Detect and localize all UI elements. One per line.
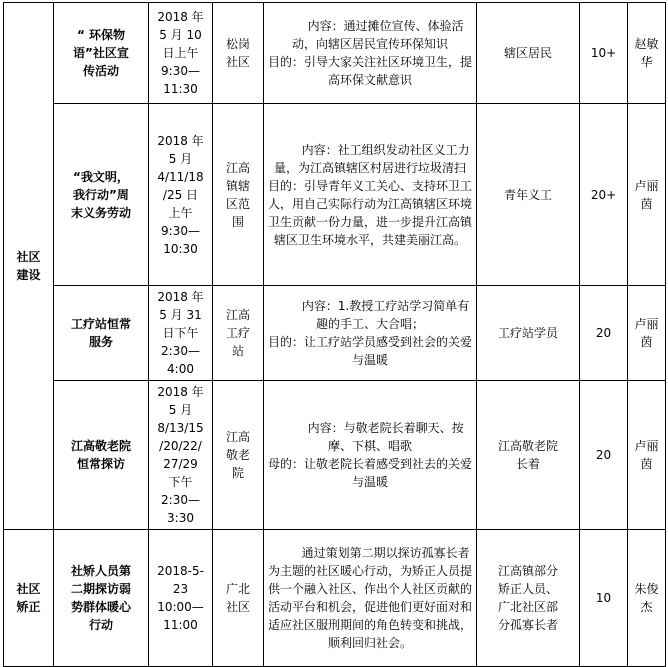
- activity-count: 10: [580, 530, 628, 667]
- activity-time: 2018 年 5 月 8/13/15 /20/22/ 27/29 下午 2:30— 3:30: [149, 381, 213, 530]
- activity-place: 松岗 社区: [213, 3, 264, 104]
- activity-place: 江高 敬老 院: [213, 381, 264, 530]
- table-row: [4, 104, 666, 286]
- content-line-rest: 母的：让敬老院长着感受到社去的关爱与温暖: [267, 457, 472, 489]
- activity-target: 江高镇部分 矫正人员、 广北社区部 分孤寡长者: [477, 530, 580, 667]
- table-row: [4, 3, 666, 104]
- table-row: [4, 530, 666, 667]
- content-line-first: 内容：与敬老院长着聊天、按摩、下棋、唱歌: [307, 421, 464, 453]
- activity-time: 2018 年 5 月 10 日上午 9:30— 11:30: [149, 3, 213, 104]
- activity-target: 辖区居民: [477, 3, 580, 104]
- activity-content: [264, 286, 477, 381]
- category-cell: 社区 矫正: [4, 530, 54, 667]
- category-cell: 社区 建设: [4, 3, 54, 530]
- table-row: [4, 286, 666, 381]
- content-line-rest: 目的：引导青年义工关心、支持环卫工人，用自己实际行动为江高镇辖区环境卫生贡献一份力量，进一步提升江高镇辖区卫生环境水平，共建美丽江高。: [267, 178, 472, 247]
- activity-count: 20: [580, 286, 628, 381]
- activity-person: 卢丽 茵: [628, 286, 666, 381]
- activity-place: 江高 镇辖 区范 围: [213, 104, 264, 286]
- activity-target: 青年义工: [477, 104, 580, 286]
- activity-target: 江高敬老院 长着: [477, 381, 580, 530]
- content-line-rest: 目的：让工疗站学员感受到社会的关爱与温暖: [267, 335, 472, 367]
- activity-content: [264, 381, 477, 530]
- activity-person: 卢丽 茵: [628, 104, 666, 286]
- activity-person: 朱俊 杰: [628, 530, 666, 667]
- activity-time: 2018 年 5 月 4/11/18 /25 日 上午 9:30— 10:30: [149, 104, 213, 286]
- activity-content: [264, 3, 477, 104]
- activity-place: 广北 社区: [213, 530, 264, 667]
- activity-name: 江高敬老院 恒常探访: [54, 381, 149, 530]
- activity-count: 20+: [580, 104, 628, 286]
- activity-time: 2018 年 5 月 31 日下午 2:30— 4:00: [149, 286, 213, 381]
- activity-person: 卢丽 茵: [628, 381, 666, 530]
- activity-name: 社矫人员第 二期探访弱 势群体暖心 行动: [54, 530, 149, 667]
- activity-content: [264, 104, 477, 286]
- content-line-first: 通过策划第二期以探访孤寡长者为主题的社区暖心行动，为矫正人员提供一个融入社区、作出个人社区贡献的活动平台和机会，促进他们更好面对和适应社区服刑期间的角色转变和挑战，顺利回归社会。: [267, 546, 472, 650]
- activity-time: 2018-5- 23 10:00— 11:00: [149, 530, 213, 667]
- table-row: [4, 381, 666, 530]
- activity-table: [3, 2, 666, 667]
- content-line-first: 内容：1.教授工疗站学习简单有趣的手工、大合唱；: [301, 299, 470, 331]
- activity-target: 工疗站学员: [477, 286, 580, 381]
- activity-count: 10+: [580, 3, 628, 104]
- content-line-first: 内容：通过摊位宣传、体验活动，向辖区居民宣传环保知识: [291, 19, 464, 51]
- content-line-first: 内容：社工组织发动社区义工力量，为江高镇辖区村居进行垃圾清扫: [273, 142, 470, 175]
- activity-name: 工疗站恒常 服务: [54, 286, 149, 381]
- activity-count: 20: [580, 381, 628, 530]
- table-body: [4, 3, 666, 667]
- activity-content: [264, 530, 477, 667]
- activity-name: “ 环保物 语”社区宣 传活动: [54, 3, 149, 104]
- activity-name: “我文明， 我行动”周 末义务劳动: [54, 104, 149, 286]
- content-line-rest: 目的：引导大家关注社区环境卫生，提高环保文献意识: [267, 55, 472, 87]
- activity-person: 赵敏 华: [628, 3, 666, 104]
- activity-place: 江高 工疗 站: [213, 286, 264, 381]
